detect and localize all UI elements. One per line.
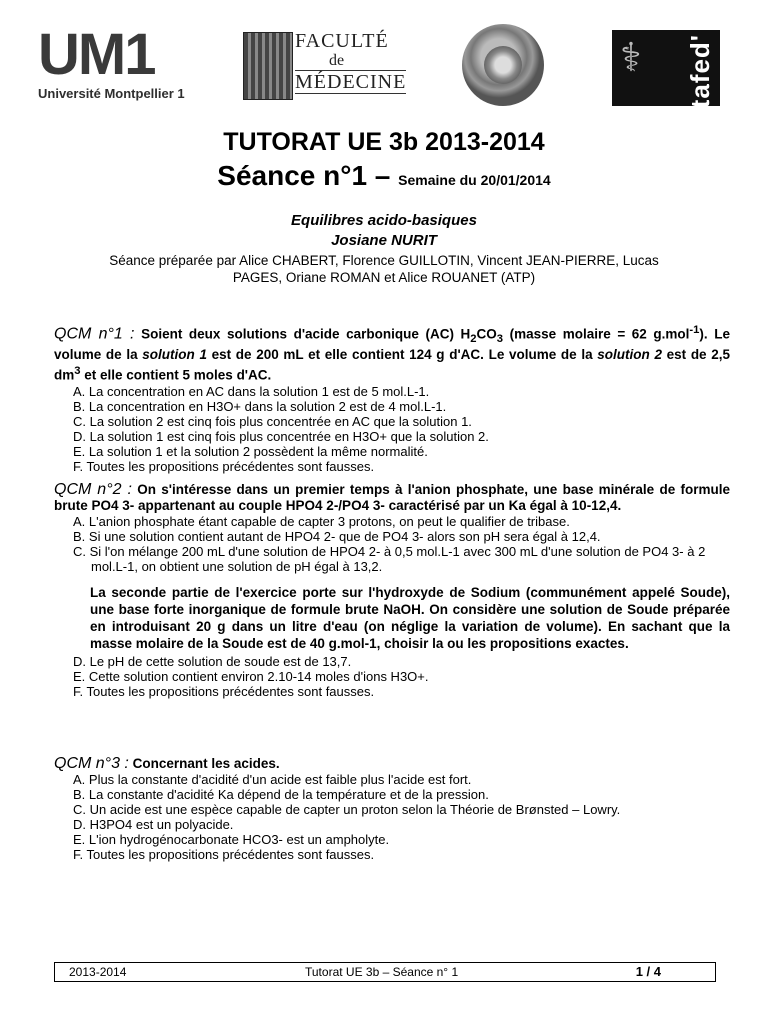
qcm3-label: QCM n°3 : bbox=[54, 755, 129, 772]
qcm1-option-a: A. La concentration en AC dans la solution 1 est de 5 mol.L-1. bbox=[73, 383, 430, 399]
title-line1: TUTORAT UE 3b 2013-2014 bbox=[223, 128, 545, 156]
qcm2-label: QCM n°2 : bbox=[54, 481, 132, 498]
qcm3-option-a: A. Plus la constante d'acidité d'un acide est faible plus l'acide est fort. bbox=[73, 772, 472, 787]
qcm1 bbox=[54, 322, 730, 474]
qcm3-option-b: B. La constante d'acidité Ka dépend de la température et de la pression. bbox=[73, 787, 489, 802]
qcm3-option-e: E. L'ion hydrogénocarbonate HCO3- est un ampholyte. bbox=[73, 832, 390, 847]
qcm2-option-a: A. L'anion phosphate étant capable de capter 3 protons, on peut le qualifier de tribase. bbox=[73, 514, 570, 529]
footer-session: Tutorat UE 3b – Séance n° 1 bbox=[305, 965, 459, 979]
qcm3-option-f: F. Toutes les propositions précédentes sont fausses. bbox=[73, 847, 375, 862]
qcm2 bbox=[54, 482, 730, 699]
qcm1-option-d: D. La solution 1 est cinq fois plus concentrée en H3O+ que la solution 2. bbox=[73, 428, 489, 444]
page-footer bbox=[54, 962, 716, 982]
qcm2-option-c: C. Si l'on mélange 200 mL d'une solution de HPO4 2- à 0,5 mol.L-1 avec 300 mL d'une solution de PO4 3- à 2 mol.L-1, on obtient une solution de pH égal à 13,2. bbox=[73, 544, 706, 574]
title-line2 bbox=[0, 160, 768, 192]
fac-line2: de bbox=[329, 52, 345, 69]
um1-caption: Université Montpellier 1 bbox=[38, 86, 185, 101]
caduceus-icon: ⚕ bbox=[620, 36, 642, 80]
qcm2-option-e: E. Cette solution contient environ 2.10-14 moles d'ions H3O+. bbox=[73, 669, 429, 684]
qcm3-option-d: D. H3PO4 est un polyacide. bbox=[73, 817, 234, 832]
um1-mark: UM1 bbox=[38, 22, 155, 87]
qcm3-intro: Concernant les acides. bbox=[132, 756, 280, 771]
qcm2-option-f: F. Toutes les propositions précédentes sont fausses. bbox=[73, 684, 375, 699]
faculte-pharmacie-seal bbox=[462, 24, 544, 106]
session-week: Semaine du 20/01/2014 bbox=[398, 172, 551, 188]
session-title: Séance n°1 – bbox=[217, 160, 391, 191]
qcm3-statement bbox=[54, 756, 730, 772]
qcm3-option-c: C. Un acide est une espèce capable de capter un proton selon la Théorie de Brønsted – Lowry. bbox=[73, 802, 621, 817]
qcm1-label: QCM n°1 : bbox=[54, 325, 135, 343]
subject-author: Josiane NURIT bbox=[331, 232, 437, 249]
tafed-logo bbox=[612, 30, 720, 109]
prepared-by: Séance préparée par Alice CHABERT, Florence GUILLOTIN, Vincent JEAN-PIERRE, Lucas PAGES, Oriane ROMAN et Alice ROUANET (ATP) bbox=[109, 253, 659, 285]
um1-logo bbox=[38, 22, 203, 110]
faculte-medecine-logo bbox=[243, 30, 418, 102]
subject-title: Equilibres acido-basiques bbox=[291, 212, 477, 229]
page-number: 1 / 4 bbox=[635, 964, 661, 979]
qcm1-option-f: F. Toutes les propositions précédentes sont fausses. bbox=[73, 458, 375, 474]
footer-year: 2013-2014 bbox=[69, 965, 127, 979]
tafed-text: tafed' bbox=[685, 34, 715, 109]
qcm1-statement: QCM n°1 : Soient deux solutions d'acide carbonique (AC) $H_2CO_3$ (masse molaire = 62 g.mol$^{-1}$). Le volume de la solution 1 est de 200 mL et elle contient 124 g d'AC. Le volume de la solution 2 est de 2,5 $dm^3$ et elle contient 5 moles d'AC. bbox=[54, 324, 731, 383]
qcm3 bbox=[54, 756, 730, 862]
faculte-building-image bbox=[243, 32, 293, 100]
qcm2-option-d: D. Le pH de cette solution de soude est de 13,7. bbox=[73, 654, 352, 669]
qcm1-option-e: E. La solution 1 et la solution 2 possèdent la même normalité. bbox=[73, 443, 428, 459]
logo-bar bbox=[0, 22, 768, 112]
qcm2-statement bbox=[54, 482, 730, 514]
fac-line1: FACULTÉ bbox=[295, 30, 389, 52]
qcm2-option-b: B. Si une solution contient autant de HPO4 2- que de PO4 3- alors son pH sera égal à 12,4. bbox=[73, 529, 601, 544]
seal-emblem bbox=[484, 46, 522, 84]
qcm1-option-b: B. La concentration en H3O+ dans la solution 2 est de 4 mol.L-1. bbox=[73, 398, 447, 414]
qcm2-intro: On s'intéresse dans un premier temps à l'anion phosphate, une base minérale de formule brute PO4 3- appartenant au couple HPO4 2-/PO4 3- caractérisé par un Ka égal à 10-12,4. bbox=[54, 482, 731, 513]
fac-line3: MÉDECINE bbox=[295, 71, 407, 93]
qcm1-option-c: C. La solution 2 est cinq fois plus concentrée en AC que la solution 1. bbox=[73, 413, 472, 429]
qcm2-paragraph: La seconde partie de l'exercice porte sur l'hydroxyde de Sodium (communément appelé Soude), une base forte inorganique de formule brute NaOH. On considère une solution de Soude préparée en introduisant 20 g dans un litre d'eau (on néglige la variation de volume). En sachant que la masse molaire de la Soude est de 40 g.mol-1, choisir la ou les propositions exactes. bbox=[90, 585, 730, 651]
